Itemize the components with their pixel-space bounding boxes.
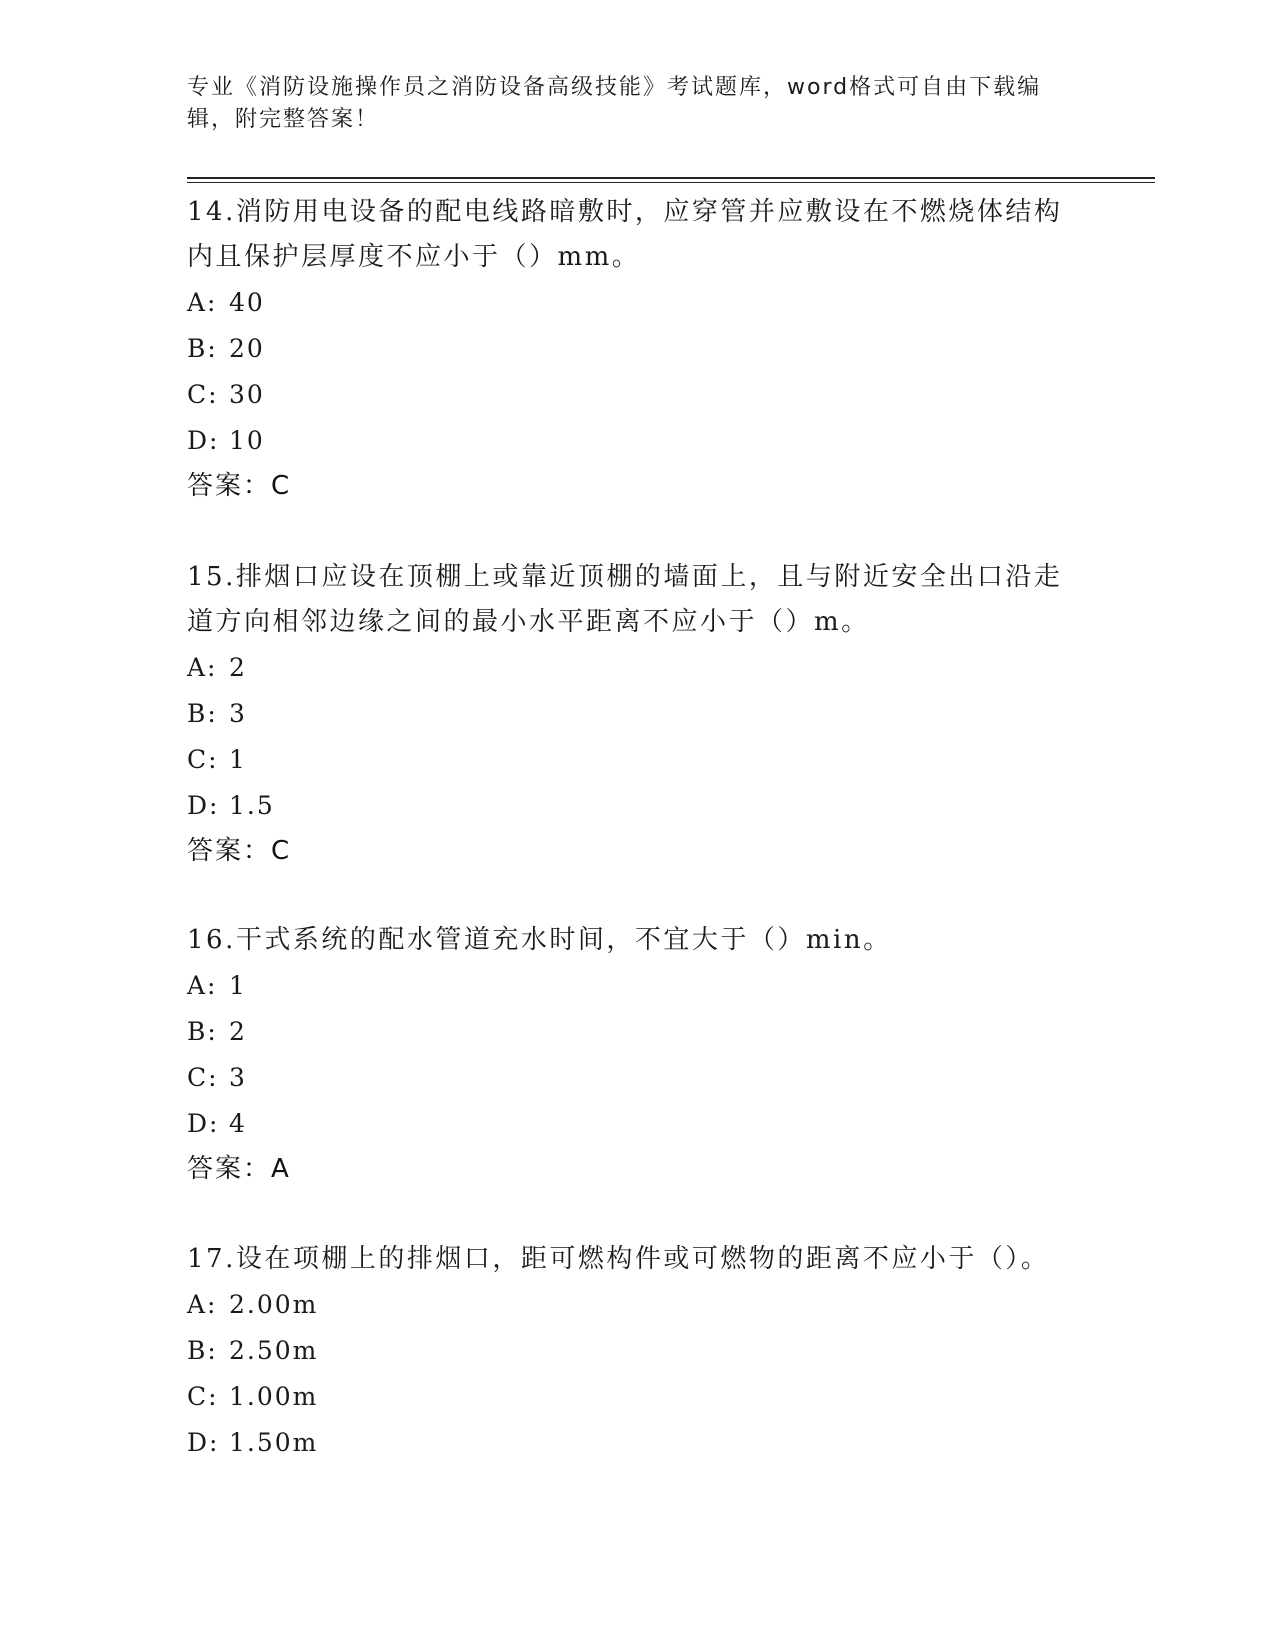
option-a [187,645,1087,691]
option-b [187,1328,1087,1374]
option-text: 30 [229,380,265,409]
answer-line: 答案：C [187,836,292,866]
option-a [187,1282,1087,1328]
option-label: C: [187,1063,219,1092]
option-label: D: [187,1109,220,1138]
header-divider [187,177,1155,179]
option-label: A: [187,653,218,682]
option-text: 1 [229,745,247,774]
option-label: A: [187,288,218,317]
question-15 [187,555,1087,873]
option-d [187,418,1087,464]
option-b [187,1009,1087,1055]
question-14 [187,190,1087,508]
question-16 [187,918,1087,1191]
option-text: 40 [229,288,265,317]
option-text: 1.50m [229,1428,319,1457]
option-label: A: [187,971,218,1000]
option-b [187,691,1087,737]
option-d [187,1420,1087,1466]
document-header: 专业《消防设施操作员之消防设备高级技能》考试题库，word格式可自由下载编辑，附完整答案！ [187,75,1042,132]
option-label: C: [187,745,219,774]
answer-line: 答案：C [187,471,292,501]
option-c [187,372,1087,418]
option-text: 1 [229,971,247,1000]
header-divider-thin [187,182,1155,183]
option-d [187,783,1087,829]
option-label: A: [187,1290,218,1319]
option-a [187,280,1087,326]
option-label: D: [187,426,220,455]
option-label: B: [187,699,218,728]
option-a [187,963,1087,1009]
option-text: 10 [229,426,265,455]
option-text: 2 [229,653,247,682]
question-stem: 17.设在项棚上的排烟口，距可燃构件或可燃物的距离不应小于（）。 [187,1244,1050,1274]
option-b [187,326,1087,372]
option-c [187,1055,1087,1101]
answer-line: 答案：A [187,1154,291,1184]
option-text: 20 [229,334,265,363]
option-text: 3 [229,699,247,728]
option-text: 3 [229,1063,247,1092]
question-stem: 15.排烟口应设在顶棚上或靠近顶棚的墙面上，且与附近安全出口沿走道方向相邻边缘之间的最小水平距离不应小于（）m。 [187,562,1063,637]
option-label: B: [187,1017,218,1046]
question-17 [187,1237,1087,1466]
option-text: 2.00m [229,1290,319,1319]
option-label: B: [187,334,218,363]
option-text: 2.50m [229,1336,319,1365]
option-label: C: [187,380,219,409]
option-text: 1.00m [229,1382,319,1411]
option-text: 2 [229,1017,247,1046]
option-text: 1.5 [229,791,275,820]
question-stem: 14.消防用电设备的配电线路暗敷时，应穿管并应敷设在不燃烧体结构内且保护层厚度不应小于（）mm。 [187,197,1063,272]
option-label: D: [187,791,220,820]
option-label: D: [187,1428,220,1457]
option-label: B: [187,1336,218,1365]
question-stem: 16.干式系统的配水管道充水时间，不宜大于（）min。 [187,925,892,955]
option-c [187,737,1087,783]
option-c [187,1374,1087,1420]
option-d [187,1101,1087,1147]
option-text: 4 [229,1109,247,1138]
option-label: C: [187,1382,219,1411]
